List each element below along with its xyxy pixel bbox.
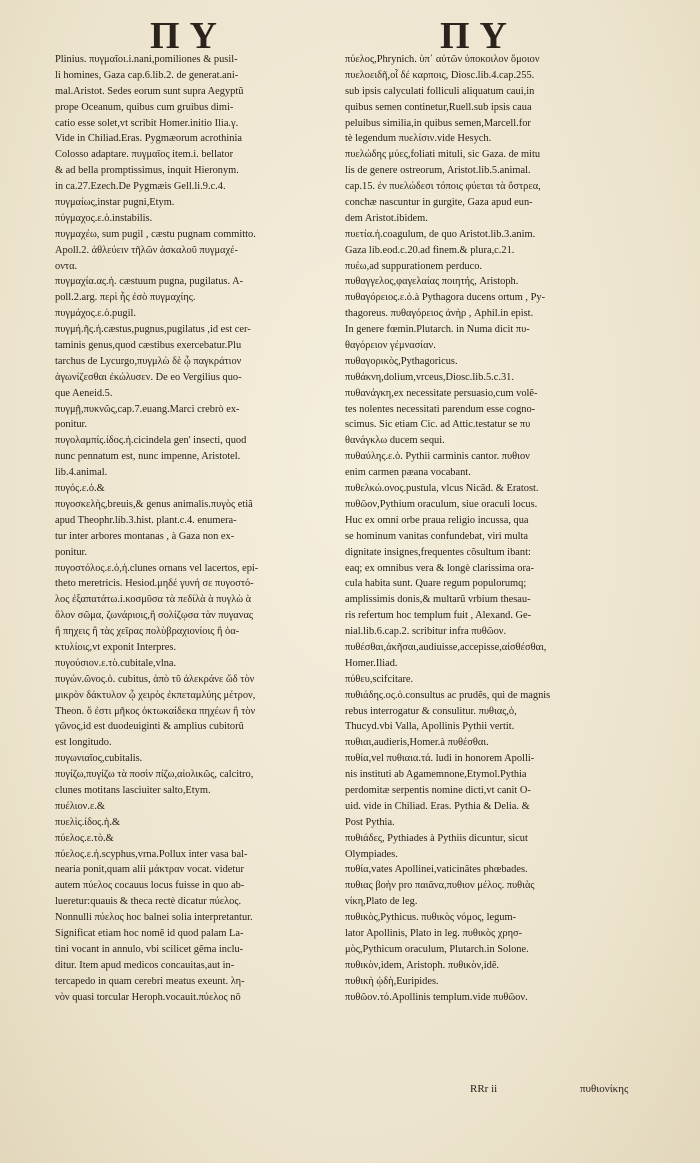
text-line: autem πύελος cocauus locus fuisse in quo ab- [55,880,245,892]
text-line: catio esse solet,vt scribit Homer.initio Ilia.γ. [55,117,239,129]
text-line: πυθικὸς,Pythicus. πυθικὸς νόμος, legum- [345,912,517,924]
text-line: ponitur. [55,419,88,431]
text-line: quibus semen continetur,Ruell.sub ipsis caua [345,101,532,113]
text-line: πυθιας βοὴν pro παιᾶνα,πυθιον μέλος. πυθιὰς [345,880,535,892]
text-line: νὸν quasi torcular Heroph.vocauit.πύελος nõ [55,991,241,1003]
text-line: πυγμαχέω, sum pugil , cæstu pugnam committo. [55,228,256,240]
signature-mark: RRr ii [470,1083,498,1095]
text-line: πυθαγόρειος.ε.ὁ.à Pythagora ducens ortum , Py- [345,292,546,304]
text-line: κτυλίοις,vt exponit Interpres. [55,641,177,653]
text-line: lueretur:quauis & theca rectè dicatur πύελος. [55,896,242,908]
text-line: πύελος.ε.τὸ.& [55,832,114,844]
text-line: Apoll.2. ἀθλεύειν τῆλῶν ἀσκαλοῦ πυγμαχέ- [55,244,238,256]
text-line: πυγοστόλος.ε.ὁ,ἡ.clunes ornans vel lacertos, epi- [55,562,259,574]
text-line: πύγμαχος.ε.ὁ.instabilis. [55,212,153,224]
text-line: tè legendum πυελίσιν.vide Hesych. [345,133,492,145]
text-line: mal.Aristot. Sedes eorum sunt supra Aegyptũ [55,85,244,97]
text-line: θανάγκλω ducem sequi. [345,435,445,447]
text-line: πυγών.ῶνος.ὁ. cubitus, ἀπὸ τῦ ἀλεκράνε ὥδ τὸν [55,673,255,685]
text-line: eaq; ex omnibus vera & longè clarissima ora- [345,562,534,574]
text-line: νίκη,Plato de leg. [345,896,418,908]
text-line: se hominum vanitas confundebat, viri multa [345,530,528,542]
text-line: in ca.27.Ezech.De Pygmæis Gell.li.9.c.4. [55,181,226,193]
text-line: πυθῶον.τό.Apollinis templum.vide πυθῶον. [345,991,528,1003]
text-line: πυθαγορικὸς,Pythagoricus. [345,355,458,367]
text-line: Nonnulli πύελος hoc balnei solia interpretantur. [55,912,253,924]
right-column [345,52,635,1005]
text-line: πυθελκώ.ονος.pustula, vlcus Nicãd. & Eratost. [345,483,539,495]
text-line: lis de genere ostreorum, Aristot.lib.5.animal. [345,165,531,177]
text-line: conchæ nascuntur in gurgite, Gaza apud eun- [345,197,533,209]
text-line: tarchus de Lycurgo,πυγμλὼ δὲ ᾧ παγκράτιον [55,355,242,367]
text-line: lib.4.animal. [55,467,108,479]
text-line: ditur. Item apud medicos concauitas,aut in- [55,959,235,971]
text-line: & ad bella promptissimus, inquit Hieronym. [55,165,239,177]
text-line: πυθικὴ ᾠδὴ,Euripides. [345,975,439,987]
text-line: perdomitæ serpentis nomine dicti,vt canit O- [345,784,531,796]
text-line: In genere fœmin.Plutarch. in Numa dicit πυ- [345,324,530,336]
left-column [55,52,345,1005]
text-line: Significat etiam hoc nomẽ id quod palam La- [55,927,244,939]
text-line: Post Pythia. [345,816,395,828]
text-line: μὸς,Pythicum oraculum, Plutarch.in Solone. [345,943,529,955]
text-line: Homer.Iliad. [345,657,398,669]
text-line: poll.2.arg. περὶ ἦς ἐσὸ πυγμαχίης. [55,292,196,304]
text-line: πύθευ,scifcitare. [345,673,414,685]
text-line: πυθία,vates Apollinei,vaticinãtes phœbades. [345,864,528,876]
text-line: dem Aristot.ibidem. [345,212,428,224]
text-line: πυθιάδης.ος.ὁ.consultus ac prudẽs, qui de magnis [345,689,551,701]
text-line: πυθέσθαι,ἀκῆσαι,audiuisse,accepisse,αἰσθέσθαι, [345,641,547,653]
text-line: πυθιάδες, Pythiades à Pythiis dicuntur, sicut [345,832,528,844]
text-line: amplissimis donis,& multarũ vrbium thesau- [345,594,531,606]
text-line: πυέλιον.ε.& [55,800,105,812]
text-line: taminis genus,quod cæstibus exercebatur.Plu [55,340,242,352]
text-line: nunc pennatum est, nunc impenne, Aristotel. [55,451,241,463]
text-line: πυγμαίως,instar pugni,Etym. [55,197,175,209]
text-line: est longitudo. [55,737,112,749]
text-line: ἀγωνίζεσθαι ἐκώλυσεν. De eo Vergilius quo- [55,371,242,383]
text-line: scimus. Sic etiam Cic. ad Attic.testatur se πυ [345,419,531,431]
text-line: πυγός.ε.ὁ.& [55,483,105,495]
text-line: πυγωνιαῖος,cubitalis. [55,753,143,765]
text-line: ἢ πηχεις ἢ τὰς χεῖρας πολὺβραχιονίοις ἢ ὁα- [55,626,240,638]
text-line: ris refertum hoc templum fuit , Alexand. Ge- [345,610,532,622]
text-line: peluibus similia,in quibus semen,Marcell.for [345,117,531,129]
text-line: clunes motitans lasciuiter salto,Etym. [55,784,211,796]
text-line: οντα. [55,260,78,272]
text-line: Vide in Chiliad.Eras. Pygmæorum acrothinia [55,133,242,145]
text-line: μικρὸν δάκτυλον ᾧ χειρὸς ἐκπεταμλύης μέτρον, [55,689,256,701]
text-line: uid. vide in Chiliad. Eras. Pythia & Delia. & [345,800,530,812]
text-line: theto meretricis. Hesiod.μηδέ γυνή σε πυγοστό- [55,578,254,590]
text-line: πυγοσκελὴς,breuis,& genus animalis.πυγὸς etiã [55,498,253,510]
text-line: Thucyd.vbi Valla, Apollinis Pythii vertit. [345,721,515,733]
running-head-left: ΠΥ [150,15,227,57]
text-line: lator Apollinis, Plato in leg. πυθικὸς χρησ- [345,927,523,939]
text-line: Colosso adaptare. πυγμαῖος item.i. bellator [55,149,234,161]
text-line: ὄλον σῶμα, ζωνάριοις,ἢ σολίζῳσα τὰν πυγανας [55,610,254,622]
text-line: li homines, Gaza cap.6.lib.2. de generat.ani- [55,69,239,81]
text-line: θαγόρειον γέμνασίαν. [345,340,436,352]
text-line: πυθικὸν,idem, Aristoph. πυθικὸν,idẽ. [345,959,500,971]
text-line: prope Oceanum, quibus cum gruibus dimi- [55,101,234,113]
text-line: πύελος.ε.ἡ.scyphus,vrna.Pollux inter vasa bal- [55,848,248,860]
text-line: πυγμή.ῆς.ἡ.cæstus,pugnus,pugilatus ,id est cer- [55,324,251,336]
text-line: πυελώδης μύες,foliati mituli, sic Gaza. de mitu [345,149,541,161]
text-line: πυελὶς.ίδος.ἡ.& [55,816,121,828]
text-line: πυγμαχία.ας.ἡ. cæstuum pugna, pugilatus. A- [55,276,244,288]
text-line: πυγίζω,πυγίζω τὰ ποσὶν πίζω,αἰολικῶς, calcitro, [55,769,254,781]
text-line: tini vocant in annulo, vbi scilicet gẽma inclu- [55,943,244,955]
text-line: πυθῶον,Pythium oraculum, siue oraculi locus. [345,498,538,510]
text-line: Theon. ὅ ἐστι μῆκος ὀκτωκαίδεκα πηχέων ἢ τὸν [55,705,256,717]
text-line: πύελος,Phrynich. ὑπ᾽ αὐτῶν ὑποκοιλον ὅμοιον [345,54,540,65]
text-line: Gaza lib.eod.c.20.ad finem.& plura,c.21. [345,244,515,256]
catchword: πυθιονίκης [580,1083,629,1095]
text-line: nis instituti ab Agamemnone,Etymol.Pythia [345,769,527,781]
text-line: πυθαγγελος,φαγελαίας ποιητής, Aristoph. [345,276,519,288]
text-line: Huc ex omni orbe praua religio incussa, qua [345,514,529,526]
text-line: que Aeneid.5. [55,387,113,399]
text-line: dignitate insignes,frequentes cõsultum ibant: [345,546,531,558]
text-line: thagoreus. πυθαγόρειος ἀνὴρ , Aphil.in epist. [345,308,534,320]
text-line: πυγμάχος.ε.ὁ.pugil. [55,308,136,320]
text-line: πυθαύλης.ε.ὁ. Pythii carminis cantor. πυθιον [345,451,530,463]
text-line: cap.15. ἐν πυελώδεσι τόποις φύεται τὰ ὄστρεα, [345,181,541,193]
text-line: πυγολαμπίς.ίδος.ἡ.cicindela gen' insecti, quod [55,435,247,447]
text-line: πυετία.ἡ.coagulum, de quo Aristot.lib.3.anim. [345,228,536,240]
text-line: rebus interrogatur & consulitur. πυθιας,ὁ, [345,705,517,717]
text-line: πυθανάγκη,ex necessitate persuasio,cum volẽ- [345,387,538,399]
text-line: cula habita sunt. Quare regum populorumq; [345,578,527,590]
text-line: λος ἐξαπατάτω.i.κοσμῦσα τὰ πεδίλὰ ὰ πυγλὼ ὰ [55,594,252,606]
text-line: apud Theophr.lib.3.hist. plant.c.4. enumera- [55,514,237,526]
text-line: πυθάκνη,dolium,vrceus,Diosc.lib.5.c.31. [345,371,514,383]
text-line: πυγμῇ,πυκνῶς,cap.7.euang.Marci crebrò ex- [55,403,240,415]
text-line: Olympiades. [345,848,398,860]
text-line: ponitur. [55,546,88,558]
text-line: Plinius. πυγμαῖοι.i.nani,pomiliones & pusil- [55,54,238,65]
text-line: tur inter arbores montanas , à Gaza non ex- [55,530,235,542]
text-line: tercapedo in quam cerebri meatus exeunt. λη- [55,975,245,987]
text-line: πυγούσιον.ε.τὸ.cubitale,vlna. [55,657,177,669]
text-line: enim carmen pæana vocabant. [345,467,471,479]
text-line: πυέω,ad suppurationem perduco. [345,260,483,272]
text-line: πυθία,vel πυθιαια.τά. ludi in honorem Apolli- [345,753,535,765]
text-line: πυθιαι,audieris,Homer.à πυθέσθαι. [345,737,489,749]
text-line: tes nolentes necessitati parendum esse cogno- [345,403,536,415]
text-line: πυελοειδῆ,οἷ δέ καρποις, Diosc.lib.4.cap.255. [345,69,535,81]
text-line: sub ipsis calyculati folliculi aliquatum caui,in [345,85,535,97]
running-head-right: ΠΥ [440,15,517,57]
text-line: γῶνος,id est duodeuiginti & amplius cubitorũ [55,721,244,733]
text-line: nial.lib.6.cap.2. scribitur infra πυθῶον. [345,626,507,638]
text-line: nearia ponit,quam alii μάκτραν vocat. videtur [55,864,244,876]
